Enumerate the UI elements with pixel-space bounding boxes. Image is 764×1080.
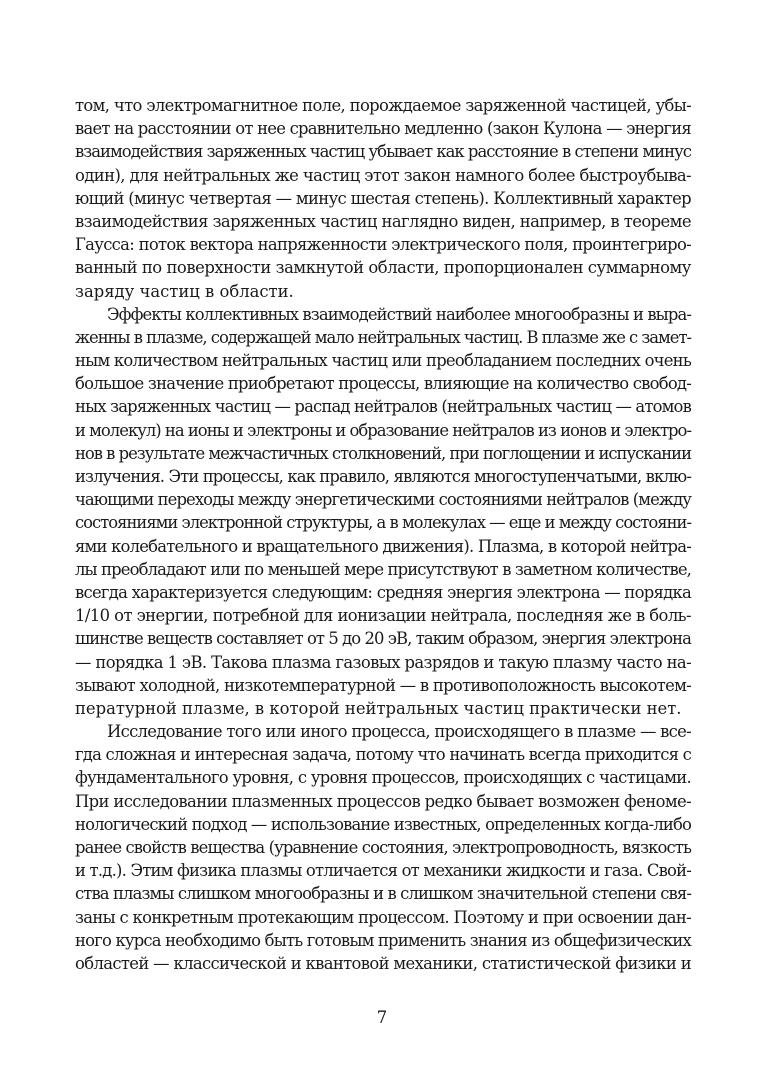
- text-line: Исследование того или иного процесса, происходящего в плазме — все-: [107, 722, 691, 742]
- text-line: ным количеством нейтральных частиц или преобладанием последних очень: [75, 351, 691, 371]
- body-text: [75, 94, 691, 975]
- text-line: женны в плазме, содержащей мало нейтральных частиц. В плазме же с замет-: [75, 327, 691, 347]
- text-line: большое значение приобретают процессы, влияющие на количество свобод-: [75, 374, 692, 394]
- text-line: пературной плазме, в которой нейтральных частиц практически нет.: [75, 698, 682, 718]
- paragraph: [75, 94, 691, 303]
- text-line: При исследовании плазменных процессов редко бывает возможен феноме-: [75, 791, 691, 811]
- text-line: фундаментального уровня, с уровня процессов, происходящих с частицами.: [75, 768, 691, 788]
- text-line: гда сложная и интересная задача, потому что начинать всегда приходится с: [75, 745, 691, 765]
- text-line: вает на расстоянии от нее сравнительно медленно (закон Кулона — энергия: [75, 119, 691, 139]
- text-line: ных заряженных частиц — распад нейтралов (нейтральных частиц — атомов: [75, 397, 691, 417]
- text-line: Эффекты коллективных взаимодействий наиболее многообразны и выра-: [107, 304, 691, 324]
- text-line: нологический подход — использование известных, определенных когда-либо: [75, 814, 691, 834]
- text-line: излучения. Эти процессы, как правило, являются многоступенчатыми, вклю-: [75, 467, 691, 486]
- text-line: взаимодействия заряженных частиц убывает как расстояние в степени минус: [75, 142, 691, 162]
- text-line: лы преобладают или по меньшей мере присутствуют в заметном количестве,: [75, 559, 691, 579]
- text-line: ранее свойств вещества (уравнение состояния, электропроводность, вязкость: [75, 838, 691, 857]
- text-line: ванный по поверхности замкнутой области, пропорционален суммарному: [75, 258, 691, 278]
- paragraph: [75, 303, 691, 720]
- text-line: — порядка 1 эВ. Такова плазма газовых разрядов и такую плазму часто на-: [75, 652, 691, 672]
- text-line: областей — классической и квантовой механики, статистической физики и: [75, 953, 691, 973]
- text-line: 1/10 от энергии, потребной для ионизации нейтрала, последняя же в боль-: [75, 606, 691, 626]
- text-line: шинстве веществ составляет от 5 до 20 эВ, таким образом, энергия электрона: [75, 629, 691, 649]
- text-line: заны с конкретным протекающим процессом. Поэтому и при освоении дан-: [75, 907, 691, 927]
- text-line: чающими переходы между энергетическими состояниями нейтралов (между: [75, 490, 691, 510]
- text-line: и молекул) на ионы и электроны и образование нейтралов из ионов и электро-: [75, 420, 691, 440]
- text-line: ного курса необходимо быть готовым применить знания из общефизических: [75, 930, 691, 950]
- text-line: заряду частиц в области.: [75, 281, 294, 301]
- text-line: Гаусса: поток вектора напряженности электрического поля, проинтегриро-: [75, 235, 691, 255]
- text-line: ющий (минус четвертая — минус шестая степень). Коллективный характер: [75, 188, 691, 208]
- page-number: 7: [376, 1008, 388, 1027]
- text-line: взаимодействия заряженных частиц наглядно виден, например, в теореме: [75, 211, 691, 231]
- text-line: один), для нейтральных же частиц этот закон намного более быстроубыва-: [75, 165, 691, 185]
- text-line: состояниями электронной структуры, а в молекулах — еще и между состояни-: [75, 513, 691, 533]
- text-line: ства плазмы слишком многообразны и в слишком значительной степени свя-: [75, 884, 691, 904]
- text-line: зывают холодной, низкотемпературной — в противоположность высокотем-: [75, 675, 691, 695]
- text-line: и т.д.). Этим физика плазмы отличается от механики жидкости и газа. Свой-: [75, 861, 691, 881]
- text-line: ями колебательного и вращательного движения). Плазма, в которой нейтра-: [75, 536, 691, 556]
- text-line: том, что электромагнитное поле, порождаемое заряженной частицей, убы-: [75, 96, 691, 115]
- paragraph: [75, 720, 691, 975]
- text-line: всегда характеризуется следующим: средняя энергия электрона — порядка: [75, 582, 691, 602]
- text-line: нов в результате межчастичных столкновений, при поглощении и испускании: [75, 443, 691, 463]
